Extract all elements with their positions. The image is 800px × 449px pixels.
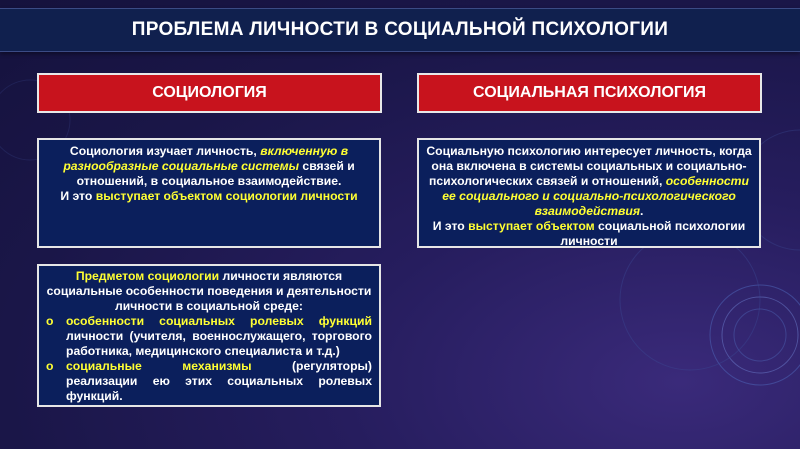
sociology-subject-box [37, 264, 381, 407]
social-psychology-object-box [417, 138, 761, 248]
text-span: (регуляторы) реализации ею этих социальных ролевых функций. [66, 359, 372, 403]
text-span: И это [432, 219, 469, 233]
social-psychology-object-conclusion [425, 219, 753, 249]
text-span: . [640, 204, 644, 218]
text-span: личности (учителя, военнослужащего, торгового работника, медицинского специалиста и т.д.) [66, 329, 372, 358]
page-title: ПРОБЛЕМА ЛИЧНОСТИ В СОЦИАЛЬНОЙ ПСИХОЛОГИИ [131, 19, 669, 40]
bullet-marker: o [46, 314, 54, 328]
highlight-span: особенности ее социального и социально-психологического взаимодействия [442, 174, 749, 218]
sociology-object-conclusion [47, 189, 371, 204]
sociology-object-text [47, 144, 371, 189]
social-psychology-object-text [425, 144, 753, 219]
text-span: личности являются социальные особенности поведения и деятельности личности в социальной среде: [46, 269, 372, 313]
list-item [46, 314, 372, 359]
title-bar [0, 8, 800, 52]
text-span: связей и отношений, в социальное взаимодействие. [76, 159, 355, 188]
social-psychology-header-label: СОЦИАЛЬНАЯ ПСИХОЛОГИЯ [473, 84, 706, 101]
highlight-span: выступает объектом [468, 219, 595, 233]
sociology-object-box [37, 138, 381, 248]
list-item [46, 359, 372, 404]
highlight-span: особенности социальных ролевых функций [66, 314, 372, 328]
bullet-marker: o [46, 359, 54, 373]
highlight-span: социальные механизмы [66, 359, 252, 373]
sociology-subject-intro [46, 269, 372, 314]
text-span: И это [60, 189, 96, 203]
sociology-header-label: СОЦИОЛОГИЯ [152, 84, 267, 101]
text-span: Социальную психологию интересует личность, когда она включена в системы социальных и социально-психологических связей и отношений, [426, 144, 752, 188]
sociology-header [37, 73, 382, 113]
text-span: социальной психологии личности [560, 219, 746, 248]
subject-list [46, 314, 372, 404]
text-span: Социология изучает личность, [69, 144, 261, 158]
social-psychology-header [417, 73, 762, 113]
highlight-span: Предметом социологии [75, 269, 220, 283]
highlight-span: включенную в разнообразные социальные системы [63, 144, 349, 173]
highlight-span: выступает объектом социологии личности [95, 189, 358, 203]
